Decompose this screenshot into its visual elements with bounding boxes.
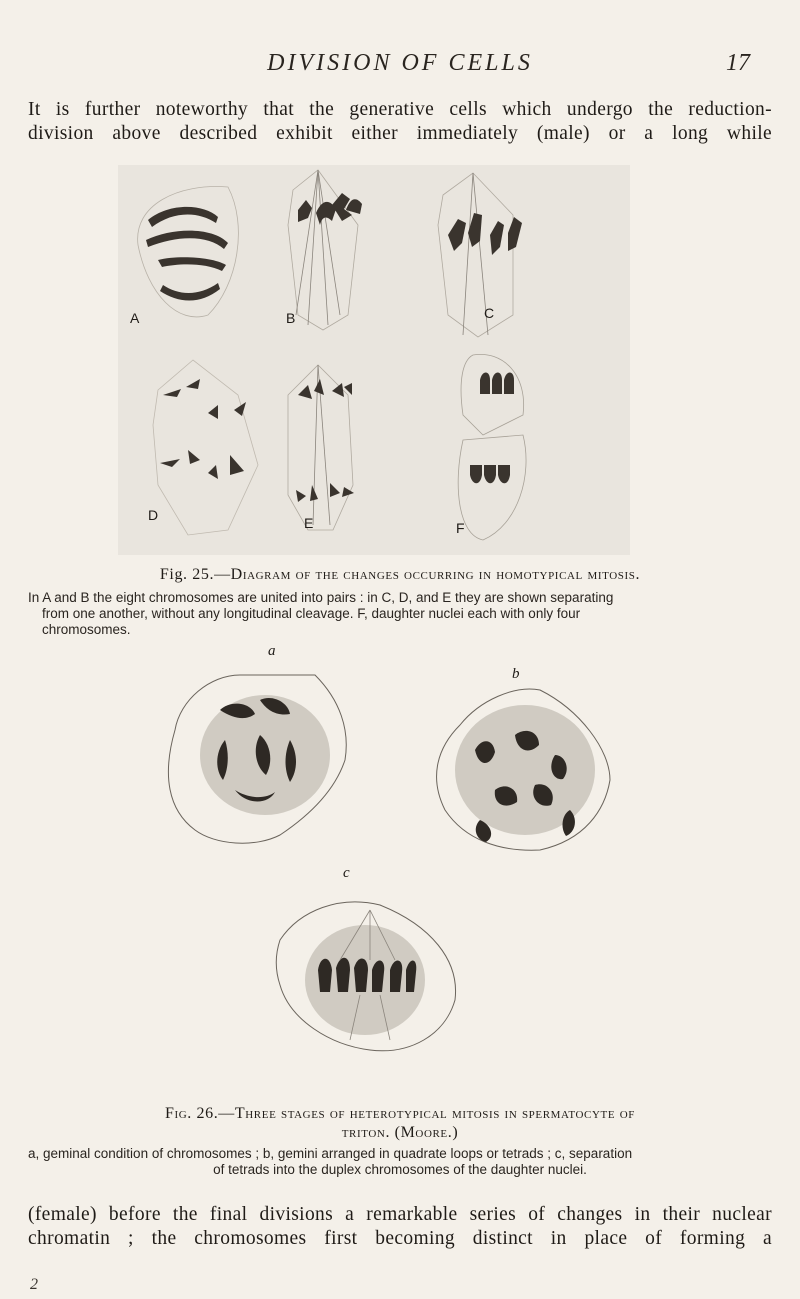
figure-25-plate <box>118 165 630 555</box>
panel-label-C: C <box>484 305 495 321</box>
figure-25-title-text: —Diagram of the changes occurring in homotypical mitosis. <box>214 566 641 583</box>
figure-25-title <box>0 566 800 584</box>
running-head: DIVISION OF CELLS <box>267 50 533 76</box>
outro-line-2: chromatin ; the chromosomes first becoming distinct in place of forming a <box>28 1228 772 1249</box>
intro-line-2: division above described exhibit either immediately (male) or a long while <box>28 123 772 144</box>
panel-label-A: A <box>130 310 140 326</box>
panel-label-a: a <box>268 643 276 659</box>
panel-label-c: c <box>343 865 350 881</box>
panel-label-F: F <box>456 520 465 536</box>
panel-label-B: B <box>286 310 296 326</box>
figure-25-caption-line-1: In A and B the eight chromosomes are united into pairs : in C, D, and E they are shown separating <box>28 590 614 605</box>
outro-line-1: (female) before the final divisions a remarkable series of changes in their nuclear <box>28 1204 772 1225</box>
figure-26-illustration <box>140 640 640 1090</box>
panel-label-D: D <box>148 507 159 523</box>
page-number: 17 <box>726 50 750 76</box>
figure-26-caption-line-1: a, geminal condition of chromosomes ; b, gemini arranged in quadrate loops or tetrads ; c, separation <box>28 1146 633 1161</box>
figure-26-title-line-2: triton. (Moore.) <box>341 1124 459 1141</box>
figure-25-illustration <box>118 165 630 555</box>
figure-25-caption-line-2: from one another, without any longitudinal cleavage. F, daughter nuclei each with only four <box>42 606 581 621</box>
figure-26-caption-line-2: of tetrads into the duplex chromosomes of the daughter nuclei. <box>213 1162 587 1177</box>
panel-label-E: E <box>304 515 314 531</box>
figure-26-title-line-1: Fig. 26.—Three stages of heterotypical mitosis in spermatocyte of <box>164 1105 636 1122</box>
intro-line-1: It is further noteworthy that the generative cells which undergo the reduction- <box>28 99 772 120</box>
figure-26-plate <box>140 640 640 1090</box>
figure-25-caption-line-3: chromosomes. <box>42 622 131 637</box>
panel-label-b: b <box>512 666 520 682</box>
figure-25-number: Fig. 25. <box>159 566 215 583</box>
signature-mark: 2 <box>30 1276 38 1293</box>
